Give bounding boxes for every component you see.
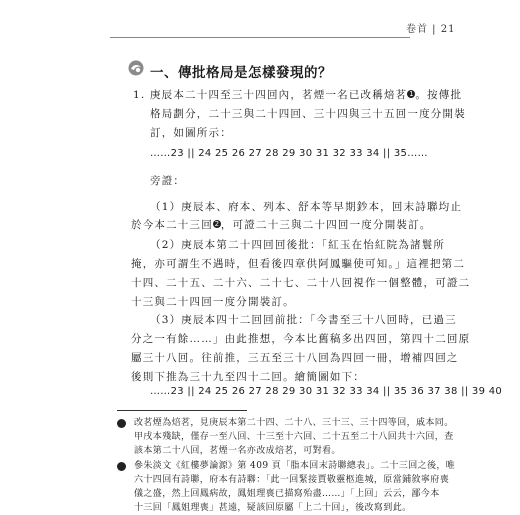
footnote-1-line: 甲戌本殘缺，僅存一至八回、十三至十六回、二十五至二十八回共十六回，查 xyxy=(134,432,454,442)
proof3-line3: 屬三十八回。往前推，三五至三十八回為四回一冊，增補四回之 xyxy=(131,352,459,364)
footnote-rule xyxy=(117,410,247,411)
footnote-2-line: 參朱淡文《紅樓夢論源》第 409 頁「脂本回末詩聯總表」。二十三回之後，唯 xyxy=(134,461,456,471)
footnote-ref-2: 2 xyxy=(214,220,220,228)
proof2-line2: 掩，亦可謂生不遇時，但看後四章供阿鳳驅使可知。」這裡把第二 xyxy=(131,258,466,270)
footnote-marker-1 xyxy=(117,419,126,428)
footnote-2-line: 六十四回有詩聯，府本有詩聯：「此一回緊接賈敬靈柩進城，原當鋪敘寧府喪 xyxy=(134,475,450,485)
proof3-line1: （3）庚辰本四十二回回前批：「今書至三十八回時，已過三 xyxy=(150,314,457,326)
proof1-line2b: ，可證二十三與二十四回一度分開裝訂。 xyxy=(220,219,432,231)
proof1-line2 xyxy=(131,216,432,235)
proof2-line4: 十三與二十四回一度分開裝訂。 xyxy=(131,296,295,308)
footnote-2 xyxy=(134,459,455,515)
footnote-2-line: 十三回「鳳姐理喪」甚遠，疑該回原屬「上二十回」，後改寫到此。 xyxy=(134,503,412,513)
item1-line1 xyxy=(133,86,462,105)
item1-line3: 訂，如圖所示： xyxy=(150,127,232,139)
proof2-line1: （2）庚辰本第二十四回回後批：「紅玉在怡紅院為諸鬟所 xyxy=(150,239,446,251)
chapter-sequence-2: ……23 || 24 25 26 27 28 29 30 31 32 33 34 || 35 36 37 38 || 39 40 xyxy=(150,386,503,397)
page-header: 卷首 | 21 xyxy=(406,24,456,35)
section-title: 一、傳批格局是怎樣發現的？ xyxy=(150,65,332,81)
proof1-line1: （1）庚辰本、府本、列本、舒本等早期鈔本，回末詩聯均止 xyxy=(150,201,463,213)
item1-line1-text: 1. 庚辰本二十四至三十四回內，茗煙一名已改稱焙茗 xyxy=(133,89,408,101)
item1-line2: 格局劃分，二十三與二十四回、三十四與三十五回一度分開裝 xyxy=(150,108,466,120)
footnote-1 xyxy=(134,416,454,458)
footnote-1-line: 改茗煙為焙茗，見庚辰本第二十四、二十八、三十三、三十四等回，戚本同。 xyxy=(134,418,454,428)
header-rule xyxy=(110,37,410,38)
item1-line1-tail: 。按傳批 xyxy=(415,89,463,101)
footnote-marker-2 xyxy=(117,462,126,471)
proof3-line4: 後則下推為三十九至四十二回。繪簡圖如下： xyxy=(131,371,365,383)
footnote-2-line: 儀之盛，然上回鳳病故，鳳姐理喪已描寫殆盡……」「上回」云云，鄙今本 xyxy=(134,489,440,499)
proof3-line2: 分之一有餘……」由此推想，今本比舊稿多出四回，第四十二回原 xyxy=(131,333,471,345)
section-bullet-icon xyxy=(128,60,144,76)
chapter-sequence-1: ……23 || 24 25 26 27 28 29 30 31 32 33 34 || 35…… xyxy=(150,148,428,159)
footnote-ref-1: 1 xyxy=(409,90,414,98)
proof1-line2a: 於今本二十三回 xyxy=(131,219,213,231)
side-proof-label: 旁證： xyxy=(150,175,186,187)
proof2-line3: 十四、二十五、二十六、二十七、二十八回視作一個整體，可證二 xyxy=(131,277,471,289)
footnote-1-line: 該本第二十八回，茗煙一名亦改成焙茗，可對看。 xyxy=(134,446,341,456)
